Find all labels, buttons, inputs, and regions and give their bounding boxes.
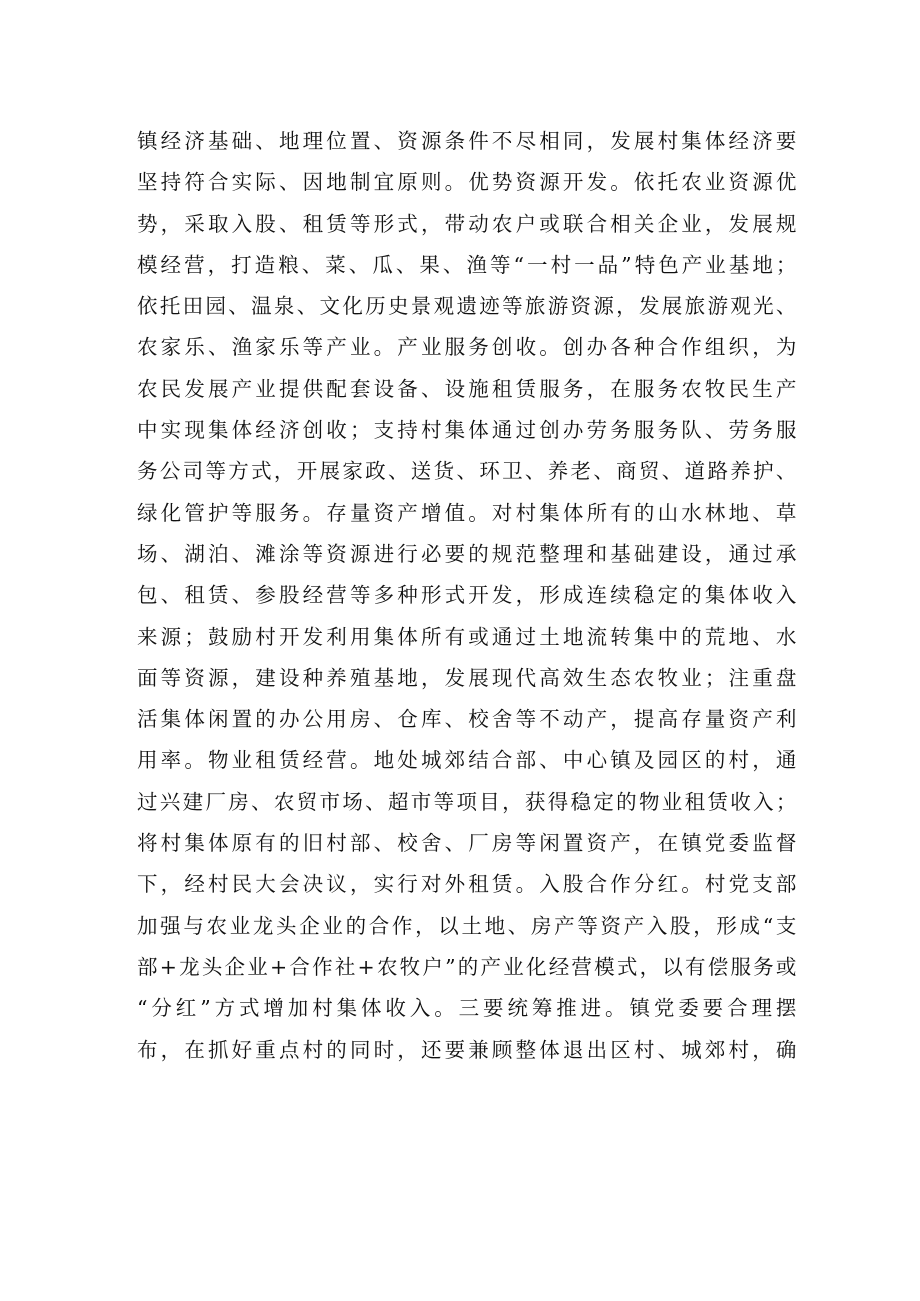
text-line: 部+龙头企业+合作社+农牧户”的产业化经营模式，以有偿服务或 — [137, 954, 797, 979]
text-line: 农家乐、渔家乐等产业。产业服务创收。创办各种合作组织，为 — [137, 335, 797, 360]
text-line: 布，在抓好重点村的同时，还要兼顾整体退出区村、城郊村，确 — [137, 1037, 797, 1062]
text-line: 下，经村民大会决议，实行对外租赁。入股合作分红。村党支部 — [137, 872, 797, 897]
text-line: 依托田园、温泉、文化历史景观遗迹等旅游资源，发展旅游观光、 — [137, 294, 797, 319]
text-line: “分红”方式增加村集体收入。三要统筹推进。镇党委要合理摆 — [137, 996, 797, 1021]
text-line: 加强与农业龙头企业的合作，以土地、房产等资产入股，形成“支 — [137, 913, 797, 938]
text-line: 过兴建厂房、农贸市场、超市等项目，获得稳定的物业租赁收入； — [137, 789, 797, 814]
text-line: 包、租赁、参股经营等多种形式开发，形成连续稳定的集体收入 — [137, 583, 797, 608]
text-line: 活集体闲置的办公用房、仓库、校舍等不动产，提高存量资产利 — [137, 707, 797, 732]
body-text — [137, 121, 797, 1071]
text-line: 务公司等方式，开展家政、送货、环卫、养老、商贸、道路养护、 — [137, 459, 797, 484]
text-line: 面等资源，建设种养殖基地，发展现代高效生态农牧业；注重盘 — [137, 665, 797, 690]
text-line: 坚持符合实际、因地制宜原则。优势资源开发。依托农业资源优 — [137, 170, 797, 195]
text-line: 绿化管护等服务。存量资产增值。对村集体所有的山水林地、草 — [137, 500, 797, 525]
text-line: 模经营，打造粮、菜、瓜、果、渔等“一村一品”特色产业基地； — [137, 252, 797, 277]
text-line: 将村集体原有的旧村部、校舍、厂房等闲置资产，在镇党委监督 — [137, 831, 797, 856]
text-line: 中实现集体经济创收；支持村集体通过创办劳务服务队、劳务服 — [137, 418, 797, 443]
text-line: 势，采取入股、租赁等形式，带动农户或联合相关企业，发展规 — [137, 211, 797, 236]
text-line: 场、湖泊、滩涂等资源进行必要的规范整理和基础建设，通过承 — [137, 541, 797, 566]
text-line: 农民发展产业提供配套设备、设施租赁服务，在服务农牧民生产 — [137, 376, 797, 401]
text-line: 镇经济基础、地理位置、资源条件不尽相同，发展村集体经济要 — [137, 129, 797, 153]
text-line: 用率。物业租赁经营。地处城郊结合部、中心镇及园区的村，通 — [137, 748, 797, 773]
text-line: 来源；鼓励村开发利用集体所有或通过土地流转集中的荒地、水 — [137, 624, 797, 649]
